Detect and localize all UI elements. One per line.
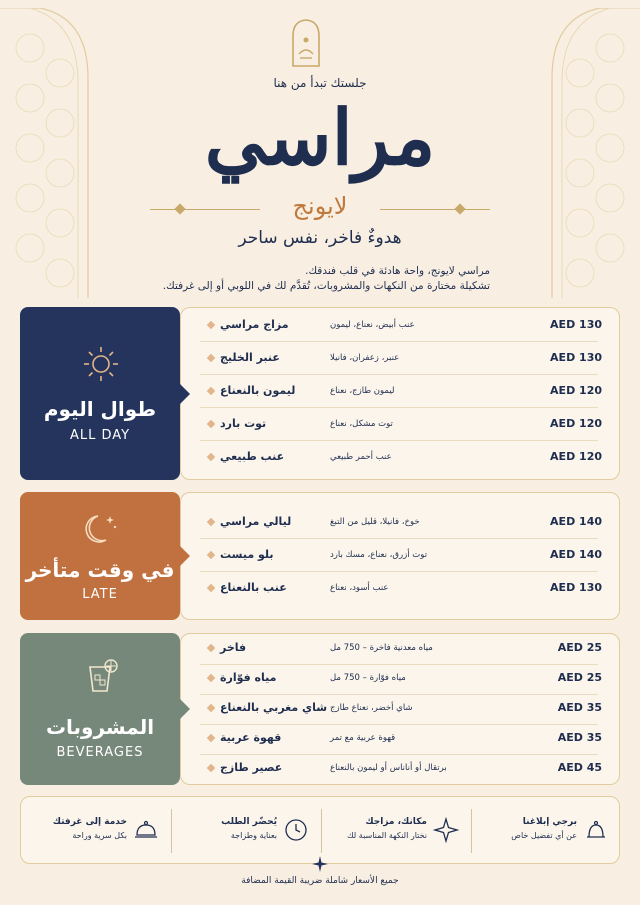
item-description: توت مشكل، نعناع — [330, 419, 393, 429]
services-bar — [20, 796, 620, 864]
diamond-bullet-icon — [207, 551, 215, 559]
diamond-bullet-icon — [207, 734, 215, 742]
service-title: يُحضّر الطلب — [221, 817, 277, 827]
item-name: عنب بالنعناع — [220, 581, 287, 594]
slogan: هدوءٌ فاخر، نفس ساحر — [238, 228, 402, 248]
diamond-bullet-icon — [207, 644, 215, 652]
item-description: شاي أخضر، نعناع طازج — [330, 703, 413, 713]
bell-icon — [583, 817, 609, 843]
item-price: AED 130 — [550, 351, 602, 364]
menu-item — [180, 539, 620, 572]
item-price: AED 120 — [550, 417, 602, 430]
item-price: AED 140 — [550, 515, 602, 528]
item-price: AED 130 — [550, 318, 602, 331]
diamond-bullet-icon — [207, 420, 215, 428]
menu-item — [180, 441, 620, 474]
menu-item — [180, 342, 620, 375]
service-desc: بكل سرية وراحة — [72, 831, 127, 840]
item-name: عنب طبيعي — [220, 450, 285, 463]
item-price: AED 130 — [550, 581, 602, 594]
service-desc: بعناية وطزاجة — [230, 831, 277, 840]
clock-icon — [283, 817, 309, 843]
tagline-top: جلستك تبدأ من هنا — [273, 76, 367, 90]
drink-icon — [82, 657, 120, 695]
section-all-day — [20, 307, 620, 480]
item-price: AED 120 — [550, 384, 602, 397]
diamond-bullet-icon — [207, 354, 215, 362]
item-description: عنب أسود، نعناع — [330, 583, 389, 593]
divider-line-right — [380, 209, 490, 210]
vat-footnote: جميع الأسعار شاملة ضريبة القيمة المضافة — [241, 876, 399, 886]
section-panel — [20, 492, 180, 620]
menu-item — [180, 408, 620, 441]
service-item — [21, 797, 171, 865]
service-desc: عن أي تفضيل خاص — [511, 831, 577, 840]
section-panel — [20, 307, 180, 480]
item-name: فاخر — [220, 641, 247, 654]
menu-item — [180, 572, 620, 605]
item-description: برتقال أو أناناس أو ليمون بالنعناع — [330, 763, 447, 773]
cloche-icon — [133, 817, 159, 843]
item-price: AED 35 — [557, 701, 602, 714]
service-divider — [321, 809, 322, 853]
diamond-bullet-icon — [207, 704, 215, 712]
diamond-bullet-icon — [207, 518, 215, 526]
section-beverages — [20, 633, 620, 785]
item-description: مياه معدنية فاخرة – 750 مل — [330, 643, 433, 653]
item-description: ليمون طازج، نعناع — [330, 386, 395, 396]
service-item — [321, 797, 471, 865]
diamond-bullet-icon — [207, 387, 215, 395]
section-title-en: ALL DAY — [69, 428, 131, 443]
item-description: عنب أحمر طبيعي — [330, 452, 392, 462]
section-title-ar: المشروبات — [45, 715, 155, 739]
subbrand-row — [150, 192, 490, 224]
item-price: AED 140 — [550, 548, 602, 561]
item-name: قهوة عربية — [220, 731, 282, 744]
section-title-ar: طوال اليوم — [43, 397, 157, 421]
item-price: AED 35 — [557, 731, 602, 744]
brand-title: مراسي — [204, 93, 436, 182]
section-title-ar: في وقت متأخر — [25, 558, 175, 582]
menu-item — [180, 506, 620, 539]
section-panel — [20, 633, 180, 785]
subbrand-title: لايونج — [292, 192, 348, 220]
menu-item — [180, 692, 620, 725]
service-item — [171, 797, 321, 865]
item-price: AED 45 — [557, 761, 602, 774]
arch-logo-icon — [290, 18, 322, 68]
menu-item — [180, 309, 620, 342]
menu-item — [180, 632, 620, 665]
sun-icon — [82, 345, 120, 383]
diamond-bullet-icon — [207, 764, 215, 772]
diamond-bullet-icon — [207, 321, 215, 329]
service-desc: نختار النكهة المناسبة لك — [347, 831, 427, 840]
intro-line-1: مراسي لايونج، واحة هادئة في قلب فندقك. — [305, 265, 490, 277]
item-price: AED 120 — [550, 450, 602, 463]
item-description: توت أزرق، نعناع، مسك بارد — [330, 550, 428, 560]
item-name: شاي مغربي بالنعناع — [220, 701, 328, 714]
moon-icon — [82, 510, 120, 548]
menu-item — [180, 752, 620, 785]
section-late — [20, 492, 620, 620]
sparkle-icon — [433, 817, 459, 843]
service-divider — [471, 809, 472, 853]
item-name: عصير طازج — [220, 761, 283, 774]
diamond-bullet-icon — [207, 674, 215, 682]
menu-item — [180, 662, 620, 695]
service-divider — [171, 809, 172, 853]
item-name: توت بارد — [220, 417, 267, 430]
item-name: مياه فوّارة — [220, 671, 277, 684]
intro-line-2: تشكيلة مختارة من النكهات والمشروبات، تُقدَّم لك في اللوبي أو إلى غرفتك. — [162, 280, 490, 292]
service-item — [471, 797, 621, 865]
star-divider-icon — [312, 856, 328, 872]
item-description: خوخ، فانيلا، قليل من التبغ — [330, 517, 420, 527]
item-description: مياه فوّارة – 750 مل — [330, 673, 406, 683]
item-price: AED 25 — [557, 641, 602, 654]
item-name: عنبر الخليج — [220, 351, 280, 364]
intro-text — [100, 264, 490, 294]
section-title-en: BEVERAGES — [56, 745, 144, 760]
item-name: ليالي مراسي — [220, 515, 292, 528]
menu-item — [180, 722, 620, 755]
diamond-bullet-icon — [207, 453, 215, 461]
item-name: بلو ميست — [220, 548, 274, 561]
item-price: AED 25 — [557, 671, 602, 684]
service-title: برجي إبلاغنا — [522, 817, 577, 827]
item-name: مزاج مراسي — [220, 318, 289, 331]
item-name: ليمون بالنعناع — [220, 384, 296, 397]
menu-item — [180, 375, 620, 408]
diamond-bullet-icon — [207, 584, 215, 592]
service-title: خدمة إلى غرفتك — [52, 817, 127, 827]
section-title-en: LATE — [82, 587, 118, 602]
item-description: عنب أبيض، نعناع، ليمون — [330, 320, 415, 330]
service-title: مكانك، مزاجك — [365, 817, 427, 827]
item-description: عنبر، زعفران، فانيلا — [330, 353, 400, 363]
item-description: قهوة عربية مع تمر — [330, 733, 396, 743]
